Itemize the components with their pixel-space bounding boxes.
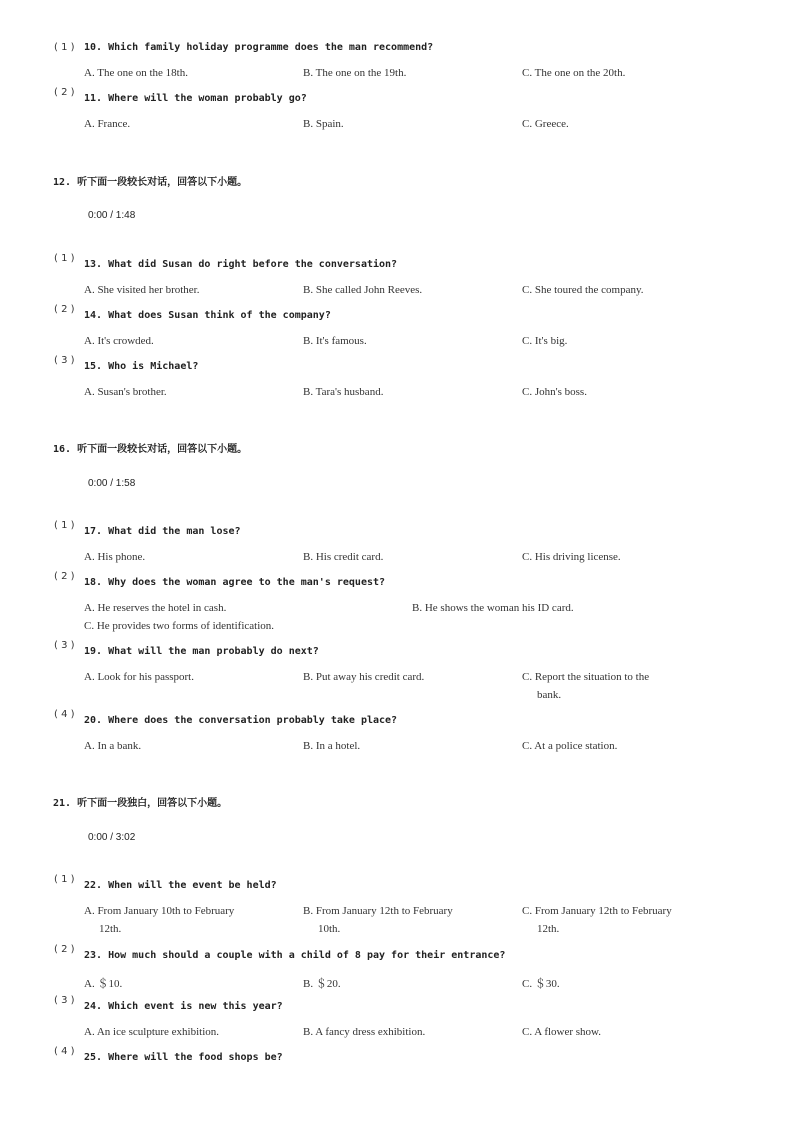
option-b[interactable]: B. He shows the woman his ID card. xyxy=(412,602,574,614)
question-text: 15. Who is Michael? xyxy=(84,361,199,372)
option-b[interactable]: B. The one on the 19th. xyxy=(303,67,407,79)
option-c-continued[interactable]: bank. xyxy=(537,689,562,701)
option-a[interactable]: A. France. xyxy=(84,118,131,130)
question-number: ( 3 ) xyxy=(54,995,75,1006)
option-b[interactable]: B. It's famous. xyxy=(303,335,367,347)
question-text: 19. What will the man probably do next? xyxy=(84,646,319,657)
question-number: ( 1 ) xyxy=(54,520,75,531)
question-number: ( 1 ) xyxy=(54,874,75,885)
section-heading: 12. 听下面一段较长对话，回答以下小题。 xyxy=(53,177,248,188)
option-c[interactable]: C. He provides two forms of identification. xyxy=(84,620,275,632)
option-c[interactable]: C. Greece. xyxy=(522,118,569,130)
question-text: 18. Why does the woman agree to the man's request? xyxy=(84,577,386,588)
option-c[interactable]: C. From January 12th to February xyxy=(522,905,672,917)
question-number: ( 1 ) xyxy=(54,253,75,264)
option-b[interactable]: B. Put away his credit card. xyxy=(303,671,425,683)
option-a[interactable]: A. In a bank. xyxy=(84,740,142,752)
option-b-continued[interactable]: 10th. xyxy=(318,923,341,935)
option-c[interactable]: C. A flower show. xyxy=(522,1026,602,1038)
question-text: 22. When will the event be held? xyxy=(84,880,277,891)
question-text: 24. Which event is new this year? xyxy=(84,1001,283,1012)
option-a[interactable]: A. Look for his passport. xyxy=(84,671,194,683)
option-a-continued[interactable]: 12th. xyxy=(99,923,122,935)
question-number: ( 2 ) xyxy=(54,571,75,582)
question-text: 23. How much should a couple with a child of 8 pay for their entrance? xyxy=(84,950,506,961)
option-a[interactable]: A. Susan's brother. xyxy=(84,386,167,398)
question-number: ( 3 ) xyxy=(54,640,75,651)
question-number: ( 4 ) xyxy=(54,1046,75,1057)
question-number: ( 1 ) xyxy=(54,42,75,53)
option-c[interactable]: C. John's boss. xyxy=(522,386,587,398)
option-b[interactable]: B. In a hotel. xyxy=(303,740,361,752)
question-text: 20. Where does the conversation probably take place? xyxy=(84,715,398,726)
question-number: ( 2 ) xyxy=(54,304,75,315)
question-text: 17. What did the man lose? xyxy=(84,526,241,537)
section-heading: 21. 听下面一段独白，回答以下小题。 xyxy=(53,798,228,809)
option-a[interactable]: A. His phone. xyxy=(84,551,146,563)
option-a[interactable]: A. The one on the 18th. xyxy=(84,67,188,79)
question-number: ( 4 ) xyxy=(54,709,75,720)
question-text: 13. What did Susan do right before the conversation? xyxy=(84,259,398,270)
question-number: ( 2 ) xyxy=(54,87,75,98)
audio-player-time[interactable]: 0:00 / 1:58 xyxy=(88,478,136,489)
question-number: ( 2 ) xyxy=(54,944,75,955)
option-a[interactable]: A. An ice sculpture exhibition. xyxy=(84,1026,220,1038)
option-b[interactable]: B. A fancy dress exhibition. xyxy=(303,1026,426,1038)
option-b[interactable]: B. Spain. xyxy=(303,118,344,130)
option-a[interactable]: A. ＄10. xyxy=(84,978,123,990)
option-a[interactable]: A. From January 10th to February xyxy=(84,905,235,917)
option-b[interactable]: B. Tara's husband. xyxy=(303,386,384,398)
question-text: 10. Which family holiday programme does the man recommend? xyxy=(84,42,434,53)
option-c[interactable]: C. She toured the company. xyxy=(522,284,644,296)
option-c[interactable]: C. It's big. xyxy=(522,335,568,347)
option-b[interactable]: B. She called John Reeves. xyxy=(303,284,423,296)
audio-player-time[interactable]: 0:00 / 1:48 xyxy=(88,210,136,221)
option-b[interactable]: B. From January 12th to February xyxy=(303,905,453,917)
audio-player-time[interactable]: 0:00 / 3:02 xyxy=(88,832,136,843)
option-a[interactable]: A. He reserves the hotel in cash. xyxy=(84,602,227,614)
option-c[interactable]: C. Report the situation to the xyxy=(522,671,650,683)
option-b[interactable]: B. His credit card. xyxy=(303,551,384,563)
option-c-continued[interactable]: 12th. xyxy=(537,923,560,935)
question-number: ( 3 ) xyxy=(54,355,75,366)
option-a[interactable]: A. It's crowded. xyxy=(84,335,154,347)
question-text: 14. What does Susan think of the company? xyxy=(84,310,331,321)
section-heading: 16. 听下面一段较长对话，回答以下小题。 xyxy=(53,444,248,455)
option-c[interactable]: C. ＄30. xyxy=(522,978,560,990)
option-a[interactable]: A. She visited her brother. xyxy=(84,284,200,296)
question-text: 25. Where will the food shops be? xyxy=(84,1052,283,1063)
option-c[interactable]: C. At a police station. xyxy=(522,740,618,752)
question-text: 11. Where will the woman probably go? xyxy=(84,93,307,104)
option-c[interactable]: C. The one on the 20th. xyxy=(522,67,626,79)
option-b[interactable]: B. ＄20. xyxy=(303,978,341,990)
option-c[interactable]: C. His driving license. xyxy=(522,551,621,563)
